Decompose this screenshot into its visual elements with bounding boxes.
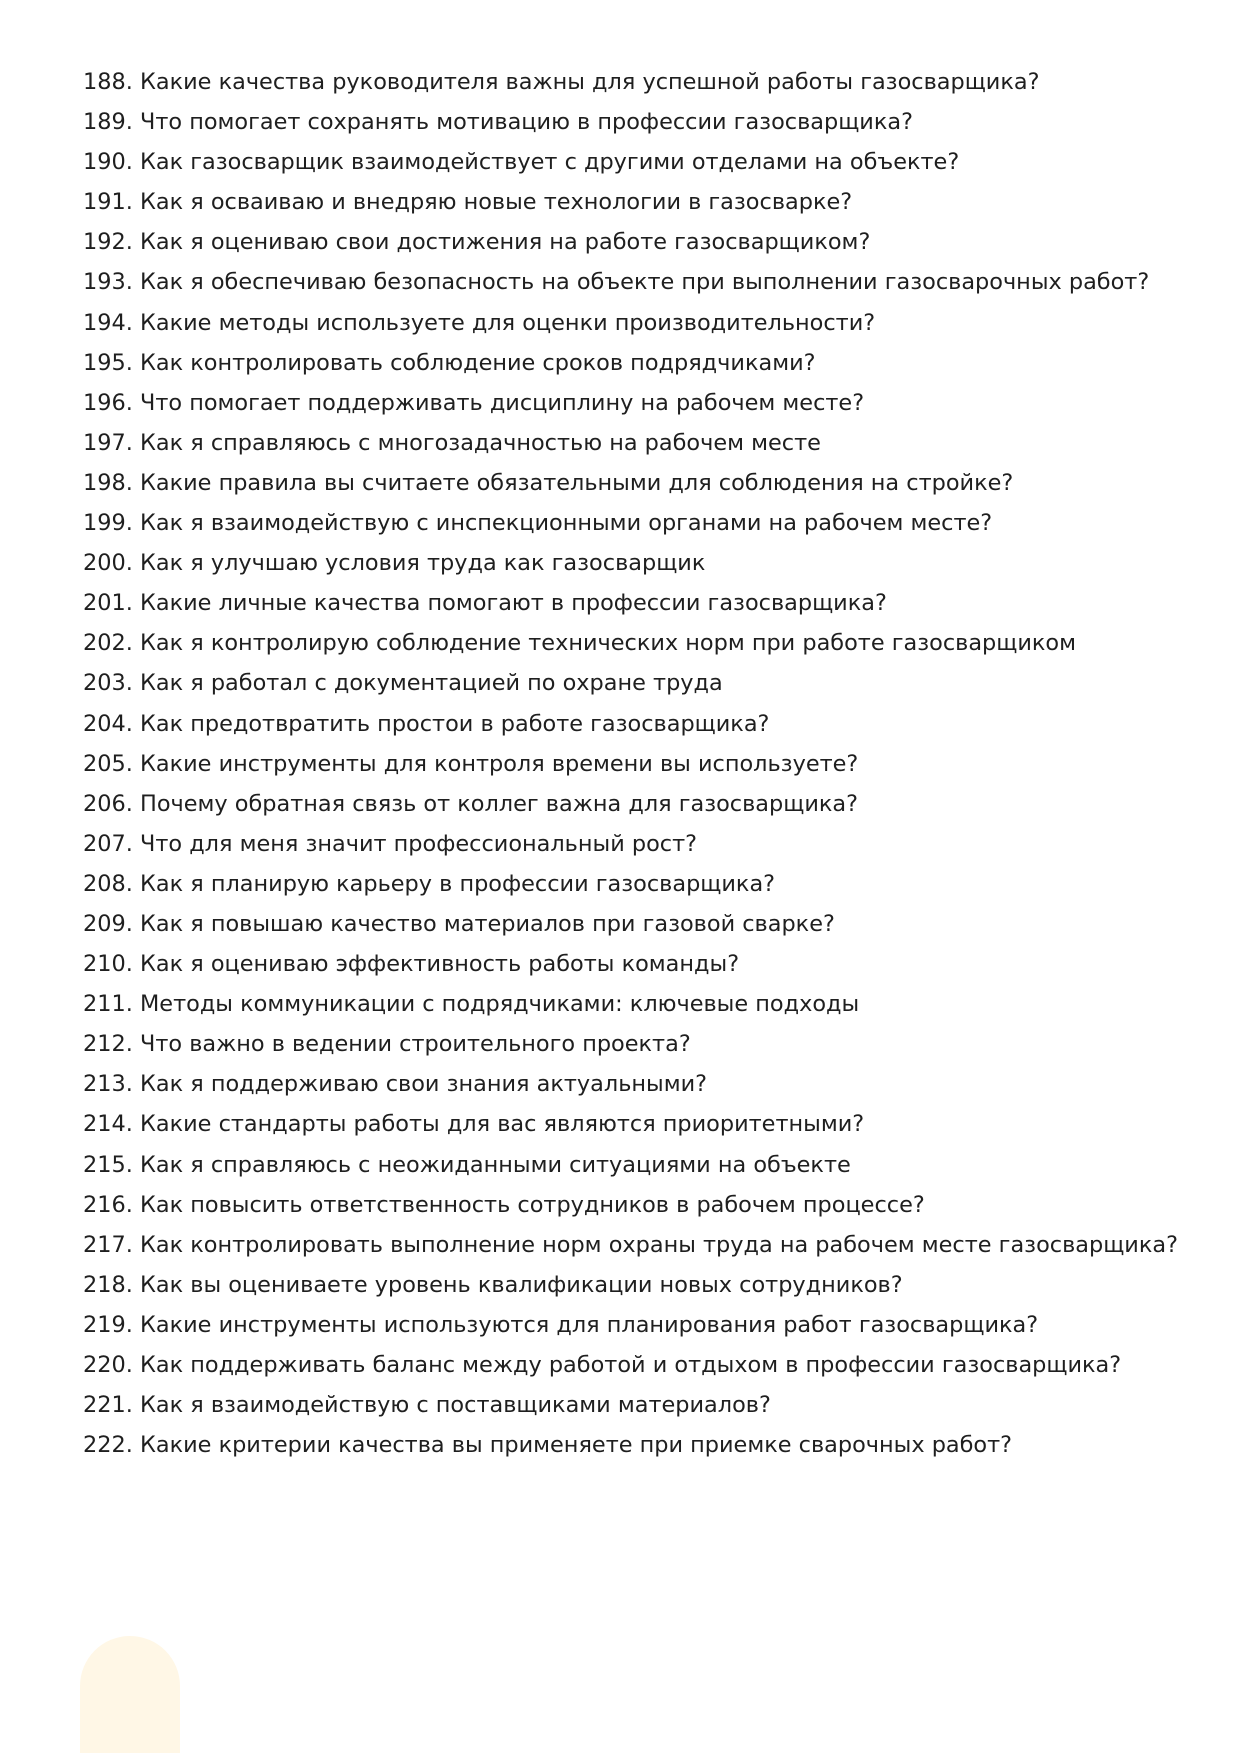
question-text: Какие критерии качества вы применяете при приемке сварочных работ?: [139, 1432, 1013, 1459]
question-number: 197.: [83, 429, 133, 456]
list-item: [83, 904, 1178, 944]
question-number: 217.: [83, 1231, 133, 1258]
question-text: Какие качества руководителя важны для успешной работы газосварщика?: [139, 69, 1040, 95]
list-item: [83, 463, 1178, 503]
question-text: Что помогает сохранять мотивацию в профессии газосварщика?: [139, 109, 913, 136]
question-text: Как я повышаю качество материалов при газовой сварке?: [139, 910, 835, 937]
question-number: 207.: [83, 830, 133, 857]
question-text: Методы коммуникации с подрядчиками: ключевые подходы: [139, 991, 860, 1018]
question-text: Как я планирую карьеру в профессии газосварщика?: [139, 870, 776, 897]
list-item: [83, 423, 1178, 463]
question-text: Как я оцениваю эффективность работы команды?: [139, 951, 740, 978]
question-number: 215.: [83, 1151, 133, 1178]
list-item: [83, 663, 1178, 703]
question-text: Как газосварщик взаимодействует с другими отделами на объекте?: [139, 149, 960, 176]
list-item: [83, 1345, 1178, 1385]
list-item: [83, 1305, 1178, 1345]
list-item: [83, 1104, 1178, 1144]
question-number: 220.: [83, 1352, 133, 1378]
list-item: [83, 1425, 1178, 1465]
question-text: Как я взаимодействую с поставщиками материалов?: [139, 1392, 771, 1419]
list-item: [83, 1185, 1178, 1225]
question-text: Как я работал с документацией по охране труда: [139, 670, 723, 697]
question-number: 211.: [83, 991, 133, 1018]
question-number: 188.: [83, 69, 133, 95]
list-item: [83, 383, 1178, 423]
question-text: Как поддерживать баланс между работой и отдыхом в профессии газосварщика?: [139, 1352, 1122, 1378]
question-number: 210.: [83, 951, 133, 978]
list-item: [83, 944, 1178, 984]
list-item: [83, 102, 1178, 142]
list-item: [83, 704, 1178, 744]
question-text: Как я поддерживаю свои знания актуальными?: [139, 1071, 708, 1098]
list-item: [83, 1024, 1178, 1064]
list-item: [83, 1145, 1178, 1185]
list-item: [83, 543, 1178, 583]
question-text: Как контролировать соблюдение сроков подрядчиками?: [139, 349, 816, 376]
list-item: [83, 503, 1178, 543]
question-number: 194.: [83, 309, 133, 336]
question-text: Почему обратная связь от коллег важна для газосварщика?: [139, 790, 859, 817]
list-item: [83, 1225, 1178, 1265]
question-number: 213.: [83, 1071, 133, 1098]
question-number: 222.: [83, 1432, 133, 1459]
question-number: 198.: [83, 469, 133, 496]
list-item: [83, 583, 1178, 623]
question-text: Как я оцениваю свои достижения на работе газосварщиком?: [139, 229, 871, 256]
question-text: Что важно в ведении строительного проекта?: [139, 1031, 691, 1058]
question-number: 199.: [83, 510, 133, 537]
question-number: 216.: [83, 1191, 133, 1218]
question-text: Какие инструменты используются для планирования работ газосварщика?: [139, 1311, 1039, 1338]
question-number: 206.: [83, 790, 133, 817]
question-text: Как я справляюсь с многозадачностью на рабочем месте: [139, 429, 821, 456]
question-number: 189.: [83, 109, 133, 136]
question-text: Какие инструменты для контроля времени вы используете?: [139, 750, 859, 777]
question-text: Как вы оцениваете уровень квалификации новых сотрудников?: [139, 1271, 903, 1298]
question-number: 218.: [83, 1271, 133, 1298]
question-text: Какие правила вы считаете обязательными для соблюдения на стройке?: [139, 469, 1014, 496]
decorative-corner-shape: [80, 1636, 180, 1753]
question-number: 208.: [83, 870, 133, 897]
question-number: 191.: [83, 189, 133, 216]
question-number: 190.: [83, 149, 133, 176]
question-text: Как я справляюсь с неожиданными ситуациями на объекте: [139, 1151, 851, 1178]
list-item: [83, 1385, 1178, 1425]
question-text: Какие личные качества помогают в профессии газосварщика?: [139, 590, 887, 617]
list-item: [83, 784, 1178, 824]
list-item: [83, 182, 1178, 222]
question-number: 219.: [83, 1311, 133, 1338]
list-item: [83, 744, 1178, 784]
question-text: Как предотвратить простои в работе газосварщика?: [139, 710, 770, 737]
question-number: 214.: [83, 1111, 133, 1138]
question-number: 209.: [83, 910, 133, 937]
question-text: Как я взаимодействую с инспекционными органами на рабочем месте?: [139, 510, 993, 537]
list-item: [83, 1265, 1178, 1305]
question-number: 193.: [83, 269, 133, 296]
list-item: [83, 142, 1178, 182]
question-text: Как я обеспечиваю безопасность на объекте при выполнении газосварочных работ?: [139, 269, 1150, 296]
question-number: 204.: [83, 710, 133, 737]
question-list: [83, 62, 1178, 1465]
question-number: 221.: [83, 1392, 133, 1419]
question-text: Что помогает поддерживать дисциплину на рабочем месте?: [139, 389, 865, 416]
question-number: 196.: [83, 389, 133, 416]
question-text: Как я улучшаю условия труда как газосварщик: [139, 550, 706, 577]
question-text: Какие методы используете для оценки производительности?: [139, 309, 876, 336]
question-number: 212.: [83, 1031, 133, 1058]
list-item: [83, 984, 1178, 1024]
question-text: Как я осваиваю и внедряю новые технологии в газосварке?: [139, 189, 853, 216]
list-item: [83, 222, 1178, 262]
question-text: Что для меня значит профессиональный рост?: [139, 830, 698, 857]
question-number: 195.: [83, 349, 133, 376]
question-text: Как повысить ответственность сотрудников в рабочем процессе?: [139, 1191, 925, 1218]
question-text: Как контролировать выполнение норм охраны труда на рабочем месте газосварщика?: [139, 1231, 1178, 1258]
question-number: 203.: [83, 670, 133, 697]
question-number: 201.: [83, 590, 133, 617]
question-number: 192.: [83, 229, 133, 256]
list-item: [83, 303, 1178, 343]
list-item: [83, 1064, 1178, 1104]
list-item: [83, 343, 1178, 383]
list-item: [83, 864, 1178, 904]
question-number: 202.: [83, 630, 133, 657]
question-text: Как я контролирую соблюдение технических норм при работе газосварщиком: [139, 630, 1077, 657]
list-item: [83, 62, 1178, 102]
question-number: 200.: [83, 550, 133, 577]
list-item: [83, 623, 1178, 663]
question-text: Какие стандарты работы для вас являются приоритетными?: [139, 1111, 865, 1138]
list-item: [83, 262, 1178, 302]
list-item: [83, 824, 1178, 864]
question-number: 205.: [83, 750, 133, 777]
